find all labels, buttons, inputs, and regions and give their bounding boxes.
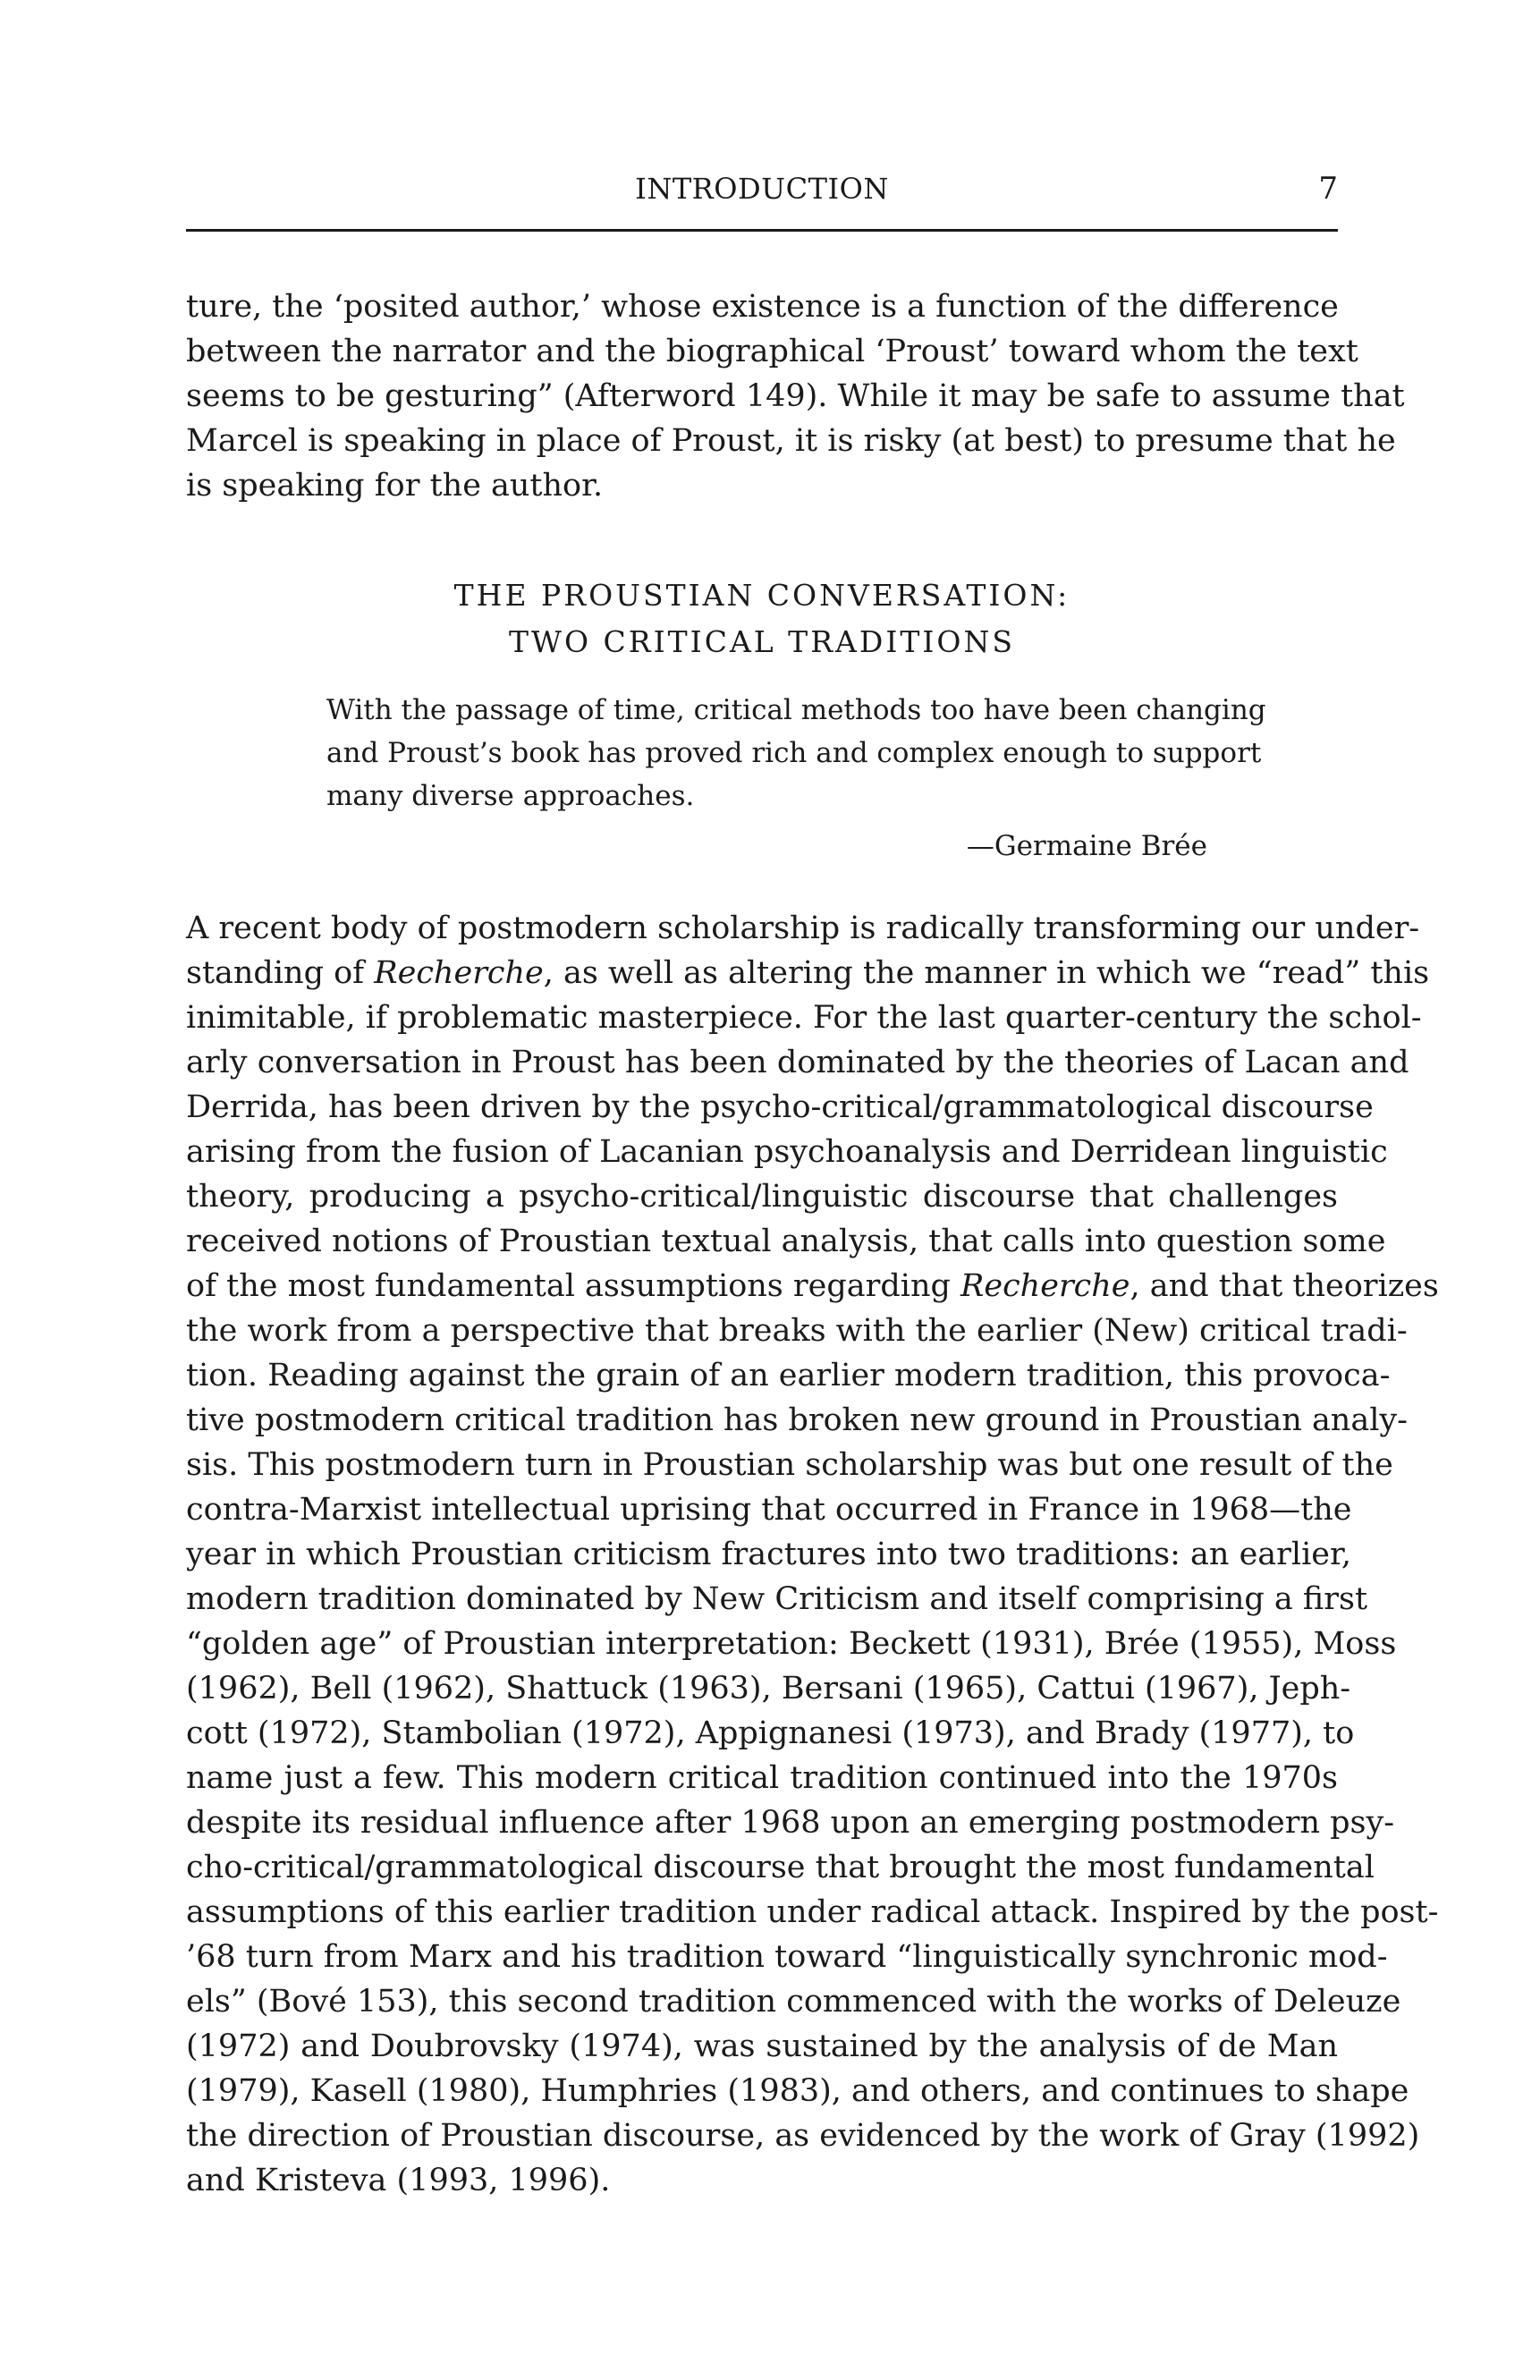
text-line: ture, the ‘posited author,’ whose existence is a function of the difference (186, 289, 1339, 325)
text-line: cott (1972), Stambolian (1972), Appignanesi (1973), and Brady (1977), to (186, 1715, 1355, 1751)
epigraph-line: and Proust’s book has proved rich and complex enough to support (326, 737, 1262, 769)
text-line: arly conversation in Proust has been dominated by the theories of Lacan and (186, 1045, 1409, 1080)
section-heading-line-2: TWO CRITICAL TRADITIONS (509, 624, 1015, 659)
page-number: 7 (1318, 171, 1338, 207)
text-line: year in which Proustian criticism fractures into two traditions: an earlier, (186, 1537, 1352, 1572)
text-line: arising from the fusion of Lacanian psychoanalysis and Derridean linguistic (186, 1134, 1388, 1170)
text-line: between the narrator and the biographical ‘Proust’ toward whom the text (186, 334, 1358, 369)
epigraph-line: many diverse approaches. (326, 780, 695, 812)
paragraph-main (186, 906, 1439, 2203)
text-line: of the most fundamental assumptions regarding Recherche, and that theorizes (186, 1268, 1439, 1304)
text-line: standing of Recherche, as well as altering the manner in which we “read” this (186, 955, 1430, 991)
text-line: is speaking for the author. (186, 468, 604, 504)
text-line: “golden age” of Proustian interpretation: Beckett (1931), Brée (1955), Moss (186, 1626, 1397, 1662)
text-line: the direction of Proustian discourse, as evidenced by the work of Gray (1992) (186, 2118, 1420, 2154)
epigraph-line: With the passage of time, critical methods too have been changing (326, 694, 1266, 726)
section-heading-line-1: THE PROUSTIAN CONVERSATION: (453, 578, 1070, 613)
text-line: the work from a perspective that breaks with the earlier (New) critical tradi- (186, 1313, 1408, 1349)
paragraph-continued (186, 284, 1405, 508)
running-title: INTRODUCTION (635, 172, 889, 206)
text-line: tion. Reading against the grain of an earlier modern tradition, this provoca- (186, 1358, 1391, 1393)
epigraph-quote (326, 689, 1266, 817)
text-line: ’68 turn from Marx and his tradition toward “linguistically synchronic mod- (186, 1939, 1388, 1975)
text-line: A recent body of postmodern scholarship is radically transforming our under- (186, 910, 1420, 946)
text-line: seems to be gesturing” (Afterword 149). While it may be safe to assume that (186, 378, 1405, 414)
text-line: assumptions of this earlier tradition under radical attack. Inspired by the post- (186, 1894, 1439, 1930)
text-line: sis. This postmodern turn in Proustian scholarship was but one result of the (186, 1447, 1393, 1483)
text-line: (1979), Kasell (1980), Humphries (1983), and others, and continues to shape (186, 2073, 1409, 2109)
text-line: and Kristeva (1993, 1996). (186, 2163, 611, 2198)
section-heading (186, 572, 1338, 665)
text-line: (1962), Bell (1962), Shattuck (1963), Bersani (1965), Cattui (1967), Jeph- (186, 1671, 1351, 1707)
text-line: (1972) and Doubrovsky (1974), was sustained by the analysis of de Man (186, 2029, 1338, 2064)
text-line: tive postmodern critical tradition has broken new ground in Proustian analy- (186, 1402, 1409, 1438)
text-line: theory, producing a psycho-critical/linguistic discourse that challenges (186, 1179, 1338, 1215)
text-line: Derrida, has been driven by the psycho-critical/grammatological discourse (186, 1089, 1374, 1125)
text-line: despite its residual influence after 1968 upon an emerging postmodern psy- (186, 1805, 1395, 1841)
text-line: name just a few. This modern critical tradition continued into the 1970s (186, 1760, 1338, 1796)
text-line: modern tradition dominated by New Criticism and itself comprising a first (186, 1581, 1368, 1617)
italic-title: Recherche (374, 955, 544, 991)
epigraph-attribution: —Germaine Brée (966, 830, 1207, 862)
text-line: received notions of Proustian textual analysis, that calls into question some (186, 1224, 1386, 1259)
italic-title: Recherche (960, 1268, 1130, 1304)
text-line: contra-Marxist intellectual uprising that occurred in France in 1968—the (186, 1492, 1352, 1528)
text-line: els” (Bové 153), this second tradition commenced with the works of Deleuze (186, 1984, 1401, 2020)
text-line: cho-critical/grammatological discourse that brought the most fundamental (186, 1850, 1375, 1885)
header-rule (186, 229, 1338, 232)
running-head (186, 166, 1338, 211)
text-line: Marcel is speaking in place of Proust, it is risky (at best) to presume that he (186, 423, 1396, 459)
text-line: inimitable, if problematic masterpiece. For the last quarter-century the schol- (186, 1000, 1422, 1036)
